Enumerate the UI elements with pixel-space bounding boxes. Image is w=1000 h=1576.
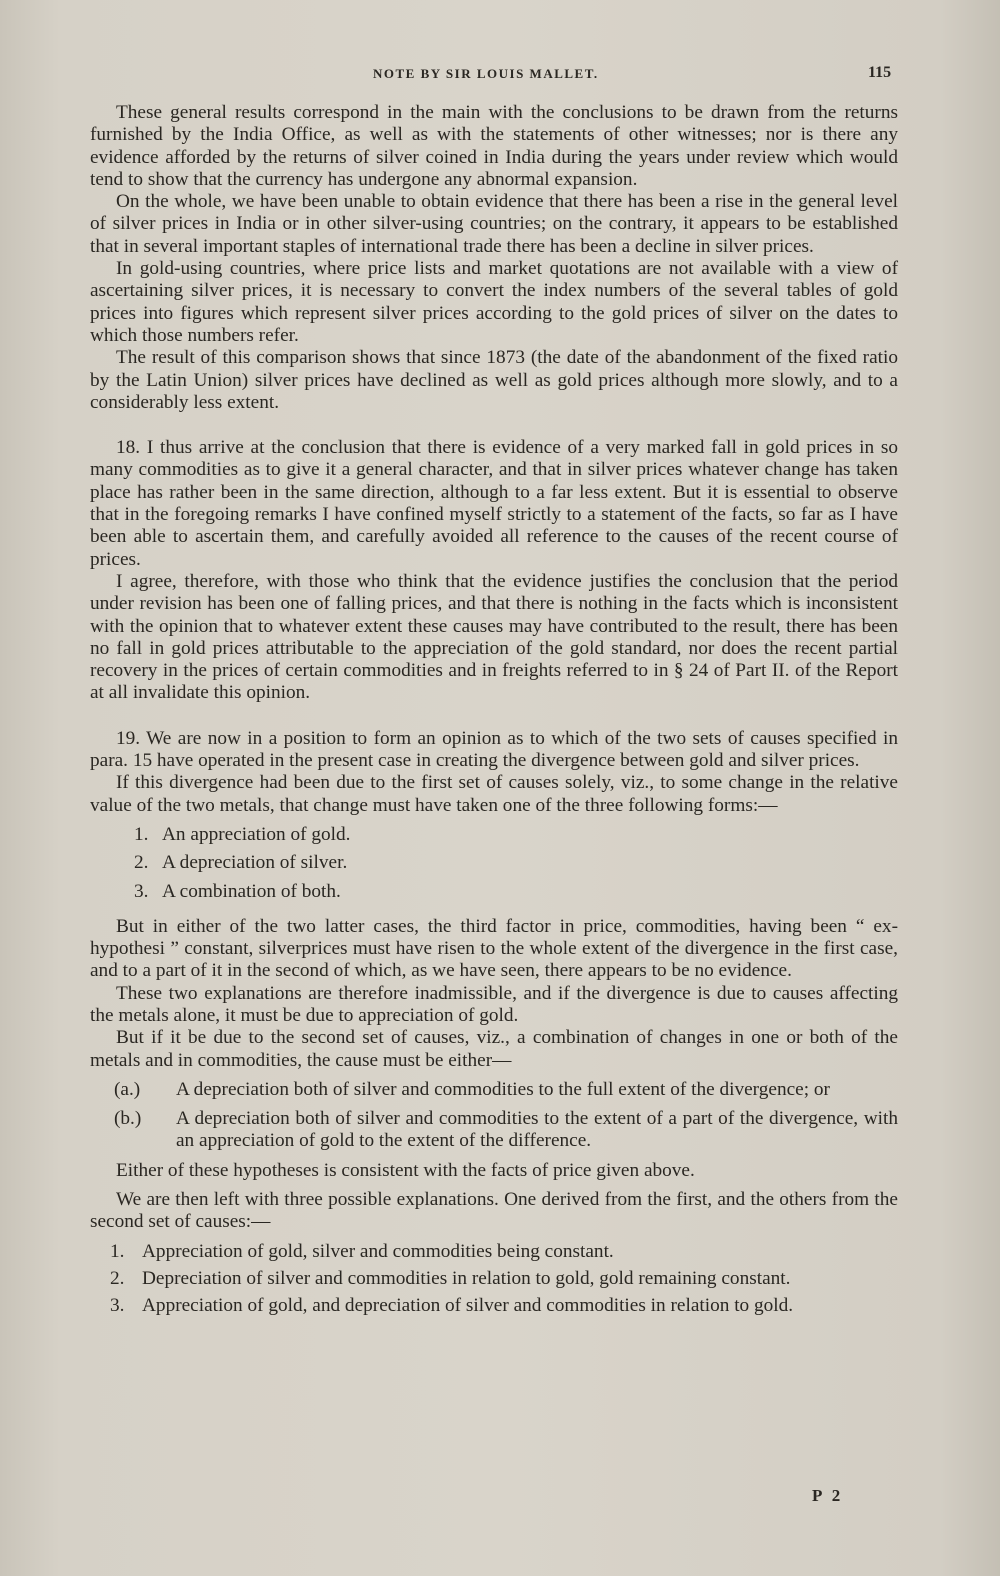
list-text: A combination of both. bbox=[162, 880, 341, 902]
paragraph: If this divergence had been due to the first set of causes solely, viz., to some change in the relative value of the two metals, that change must have taken one of the three following forms:— bbox=[90, 772, 898, 816]
paragraph-gap bbox=[90, 1182, 898, 1189]
list-text: A depreciation of silver. bbox=[162, 852, 348, 874]
paragraph: On the whole, we have been unable to obtain evidence that there has been a rise in the general level of silver prices in India or in other silver-using countries; on the contrary, it appears to be established that in several important staples of international trade there has been a decline in silver prices. bbox=[90, 191, 898, 257]
list-item bbox=[90, 881, 898, 903]
list-item bbox=[90, 852, 898, 874]
paragraph: I agree, therefore, with those who think that the evidence justifies the conclusion that the period under revision has been one of falling prices, and that there is nothing in the facts which is inconsistent with the opinion that to whatever extent these causes may have contributed to the result, there has been no fall in gold prices attributable to the appreciation of the gold standard, nor does the recent partial recovery in the prices of certain commodities and in freights referred to in § 24 of Part II. of the Report at all invalidate this opinion. bbox=[90, 570, 898, 704]
list-item bbox=[90, 1295, 898, 1317]
list-number: 3. bbox=[110, 1295, 125, 1317]
list-text: Appreciation of gold, silver and commodities being constant. bbox=[142, 1240, 614, 1262]
list-item bbox=[90, 1079, 898, 1101]
paragraph: But if it be due to the second set of causes, viz., a combination of changes in one or both of the metals and in commodities, the cause must be either— bbox=[90, 1027, 898, 1071]
list-number: 1. bbox=[134, 823, 149, 845]
paragraph: We are then left with three possible explanations. One derived from the first, and the others from the second set of causes:— bbox=[90, 1189, 898, 1233]
list-item bbox=[90, 1241, 898, 1263]
list-gap bbox=[90, 909, 898, 916]
running-title: NOTE BY SIR LOUIS MALLET. bbox=[373, 66, 599, 81]
paragraph: These two explanations are therefore inadmissible, and if the divergence is due to causes affecting the metals alone, it must be due to appreciation of gold. bbox=[90, 982, 898, 1026]
list-letter: (b.) bbox=[114, 1108, 142, 1130]
list-text: An appreciation of gold. bbox=[162, 823, 351, 845]
list-text: Depreciation of silver and commodities in relation to gold, gold remaining constant. bbox=[142, 1267, 791, 1289]
paragraph: These general results correspond in the main with the conclusions to be drawn from the returns furnished by the India Office, as well as with the statements of other witnesses; nor is there any evidence afforded by the returns of silver coined in India during the years under review which would tend to show that the currency has undergone any abnormal expansion. bbox=[90, 102, 898, 190]
list-gap bbox=[90, 1072, 898, 1079]
list-item bbox=[90, 824, 898, 846]
list-number: 2. bbox=[110, 1267, 125, 1289]
forms-list bbox=[90, 824, 898, 903]
list-text: Appreciation of gold, and depreciation of silver and commodities in relation to gold. bbox=[142, 1295, 794, 1317]
section-gap bbox=[90, 414, 898, 437]
paragraph: The result of this comparison shows that since 1873 (the date of the abandonment of the fixed ratio by the Latin Union) silver prices have declined as well as gold prices although more slowly, and to a considerably less extent. bbox=[90, 347, 898, 413]
list-gap bbox=[90, 1234, 898, 1241]
paragraph: But in either of the two latter cases, the third factor in price, commodities, having been “ ex-hypothesi ” constant, silverprices must have risen to the whole extent of the divergence in the first case, and to a part of it in the second of which, as we have seen, there appears to be no evidence. bbox=[90, 915, 898, 982]
explanations-list bbox=[90, 1241, 898, 1318]
list-text: A depreciation both of silver and commodities to the extent of a part of the divergence, with an appreciation of gold to the extent of the difference. bbox=[176, 1108, 898, 1152]
paragraph-section-18: 18. I thus arrive at the conclusion that there is evidence of a very marked fall in gold prices in so many commodities as to give it a general character, and that in silver prices whatever change has taken place has rather been in the same direction, although to a far less extent. But it is essential to observe that in the foregoing remarks I have confined myself strictly to a statement of the facts, so far as I have been able to ascertain them, and carefully avoided all reference to the causes of the recent course of prices. bbox=[90, 437, 898, 570]
running-header bbox=[0, 66, 1000, 88]
paragraph: In gold-using countries, where price lists and market quotations are not available with a view of ascertaining silver prices, it is necessary to convert the index numbers of the several tables of gold prices into figures which represent silver prices according to the gold prices of silver on the dates to which those numbers refer. bbox=[90, 258, 898, 346]
list-letter: (a.) bbox=[114, 1078, 141, 1100]
list-text: A depreciation both of silver and commodities to the full extent of the divergence; or bbox=[176, 1078, 830, 1100]
body-text bbox=[90, 102, 898, 1323]
alternatives-list bbox=[90, 1079, 898, 1153]
list-number: 1. bbox=[110, 1240, 125, 1262]
list-number: 2. bbox=[134, 852, 149, 874]
list-number: 3. bbox=[134, 880, 149, 902]
list-gap bbox=[90, 817, 898, 824]
paragraph-section-19: 19. We are now in a position to form an opinion as to which of the two sets of causes specified in para. 15 have operated in the present case in creating the divergence between gold and silver prices. bbox=[90, 727, 898, 772]
list-item bbox=[90, 1268, 898, 1290]
signature-mark: P 2 bbox=[812, 1486, 844, 1505]
list-item bbox=[90, 1108, 898, 1153]
page-number: 115 bbox=[868, 64, 892, 81]
section-gap bbox=[90, 705, 898, 728]
paragraph: Either of these hypotheses is consistent with the facts of price given above. bbox=[116, 1159, 695, 1181]
